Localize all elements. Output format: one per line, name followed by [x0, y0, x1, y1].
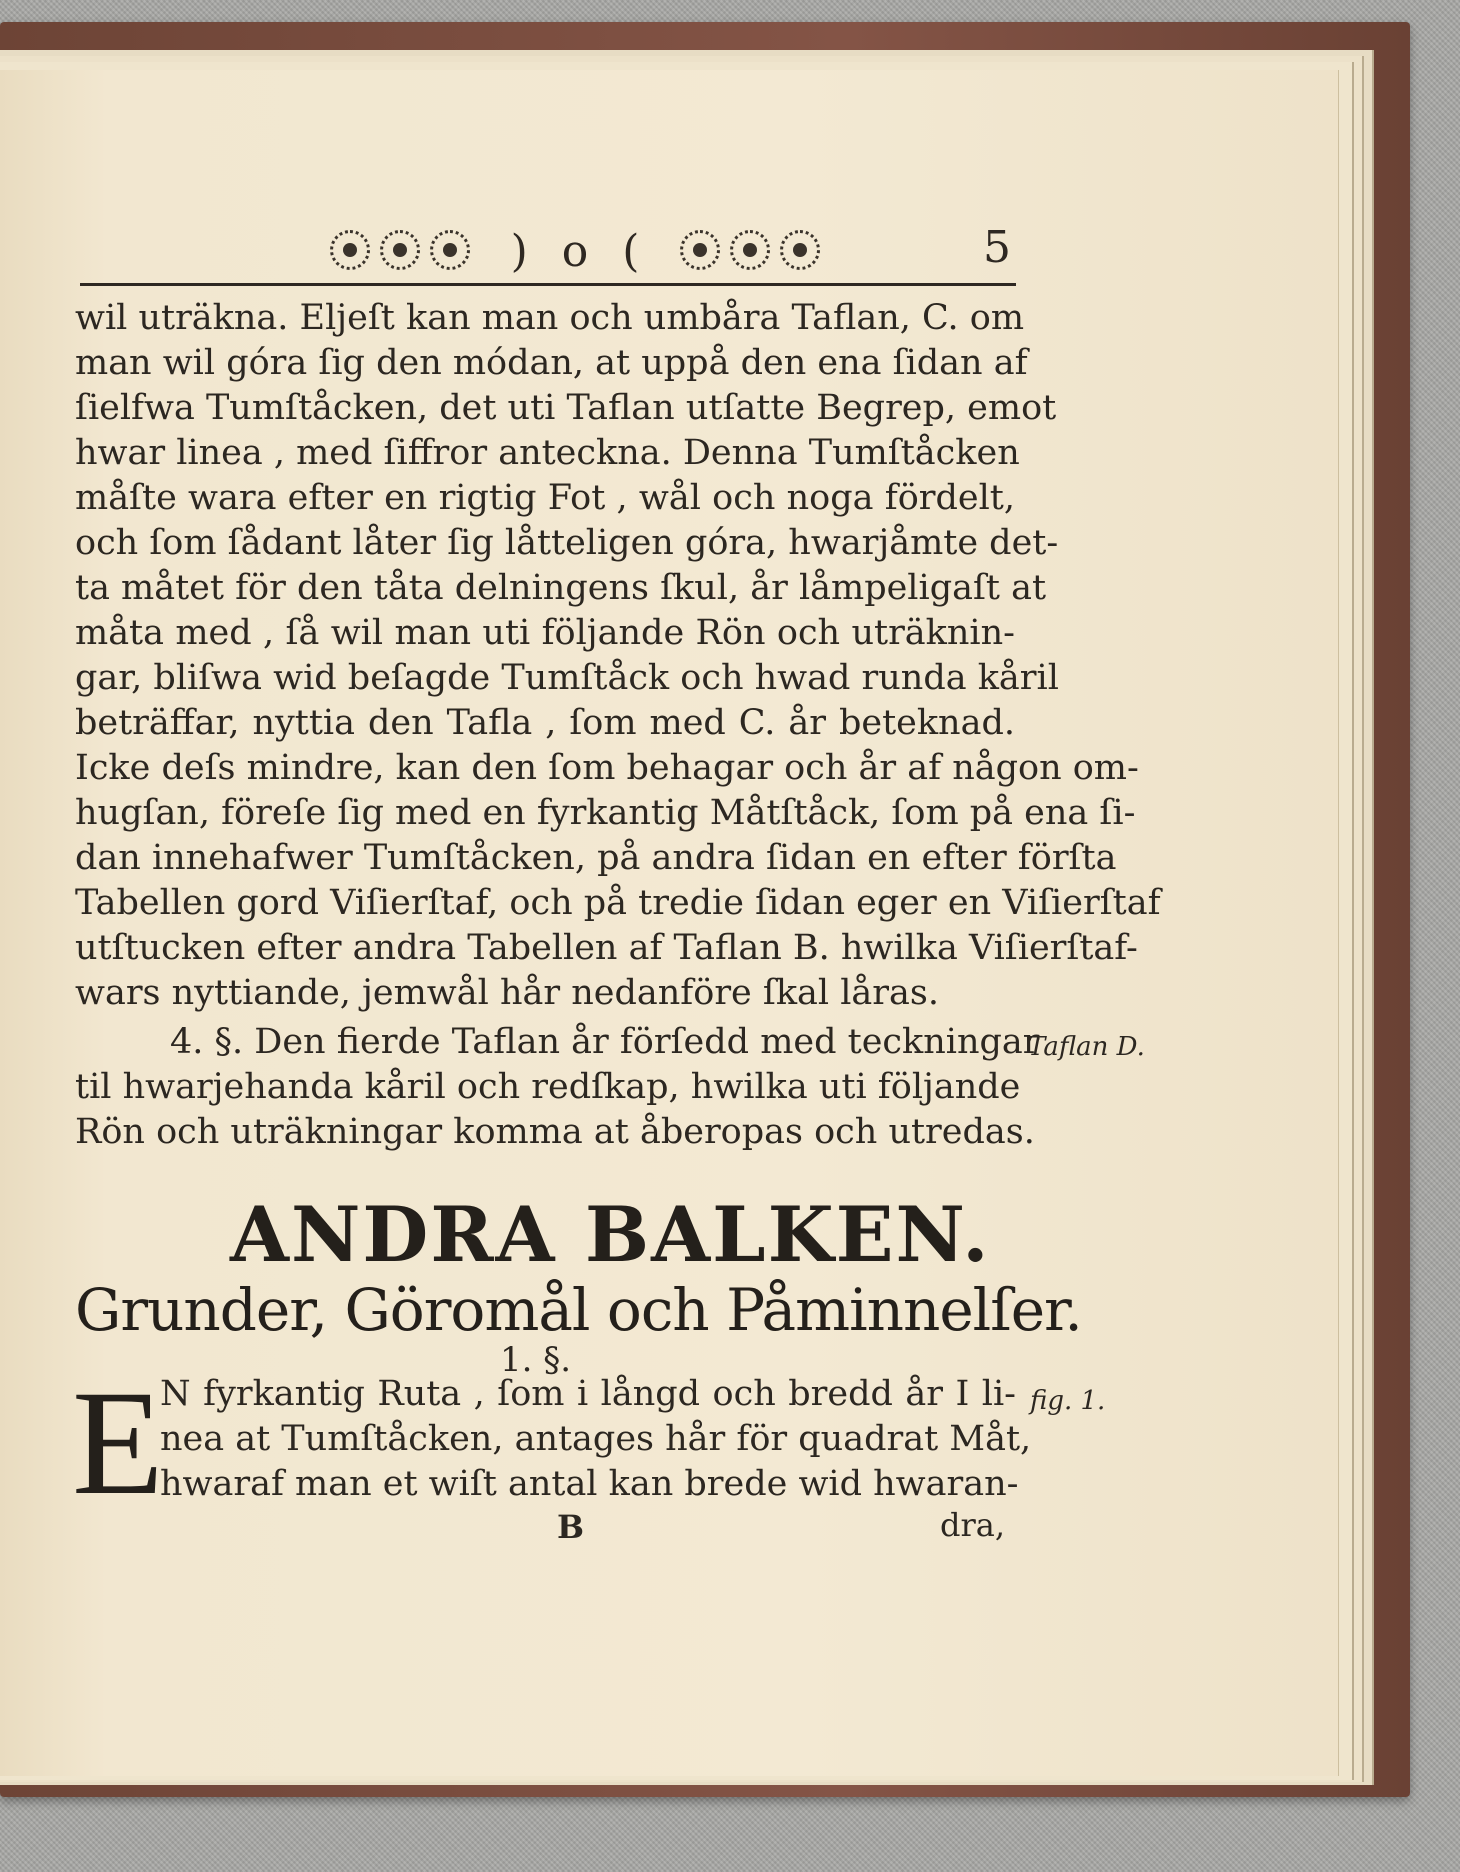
- text-line: nea at Tumſtåcken, antages hår för quadrat Måt,: [160, 1419, 1032, 1459]
- margin-note-taflan-d: Taflan D.: [1028, 1032, 1145, 1062]
- text-line: dan innehafwer Tumſtåcken, på andra ſidan en efter förſta: [75, 838, 1117, 878]
- chapter-heading: ANDRA BALKEN.: [230, 1190, 991, 1279]
- section-1-text: [160, 1372, 1032, 1507]
- section-4-line: 4. §. Den fierde Taflan år förſedd med teckningar: [170, 1022, 1040, 1062]
- text-line: hugſan, föreſe ſig med en fyrkantig Måtſtåck, ſom på ena ſi-: [75, 793, 1136, 833]
- flower-ornament-icon: [730, 230, 770, 270]
- text-line: beträffar, nyttia den Tafla , ſom med C. år beteknad.: [75, 703, 1015, 743]
- section-4-line: Rön och uträkningar komma at åberopas och utredas.: [75, 1112, 1035, 1152]
- text-line: Icke deſs mindre, kan den ſom behagar och år af någon om-: [75, 748, 1139, 788]
- text-line: måſte wara efter en rigtig Fot , wål och noga fördelt,: [75, 478, 1015, 518]
- flower-ornament-icon: [430, 230, 470, 270]
- flower-ornament-icon: [780, 230, 820, 270]
- margin-note-fig: fig. 1.: [1030, 1386, 1106, 1416]
- catchword: dra,: [940, 1506, 1006, 1544]
- page-number: 5: [983, 222, 1011, 273]
- text-line: Tabellen gord Viſierſtaf, och på tredie ſidan eger en Viſierſtaf: [75, 883, 1161, 923]
- text-line: N fyrkantig Ruta , ſom i långd och bredd år I li-: [160, 1374, 1016, 1414]
- text-line: wars nyttiande, jemwål hår nedanföre ſkal låras.: [75, 973, 939, 1013]
- text-line: måta med , ſå wil man uti följande Rön och uträknin-: [75, 613, 1015, 653]
- text-line: gar, bliſwa wid beſagde Tumſtåck och hwad runda kåril: [75, 658, 1059, 698]
- flower-ornament-icon: [380, 230, 420, 270]
- flower-ornament-icon: [680, 230, 720, 270]
- section-4-line: til hwarjehanda kåril och redſkap, hwilka uti följande: [75, 1067, 1021, 1107]
- flower-ornament-icon: [330, 230, 370, 270]
- text-line: ta måtet för den tåta delningens ſkul, år låmpeligaſt at: [75, 568, 1047, 608]
- running-head: ) o (: [510, 226, 650, 277]
- text-line: ſielfwa Tumſtåcken, det uti Taflan utſatte Begrep, emot: [75, 388, 1057, 428]
- section-number: 1. §.: [500, 1340, 572, 1380]
- drop-cap: E: [72, 1360, 164, 1526]
- text-line: och ſom ſådant låter ſig låtteligen góra, hwarjåmte det-: [75, 523, 1059, 563]
- text-line: hwar linea , med ſiffror anteckna. Denna Tumſtåcken: [75, 433, 1020, 473]
- text-line: man wil góra ſig den módan, at uppå den ena ſidan af: [75, 343, 1028, 383]
- header-rule: [80, 283, 1016, 286]
- text-line: utſtucken efter andra Tabellen af Taflan B. hwilka Viſierſtaf-: [75, 928, 1138, 968]
- chapter-subtitle: Grunder, Göromål och Påminnelſer.: [75, 1276, 1082, 1344]
- text-line: hwaraf man et wiſt antal kan brede wid hwaran-: [160, 1464, 1019, 1504]
- signature-mark: B: [557, 1508, 585, 1546]
- text-line: wil uträkna. Eljeſt kan man och umbåra Taflan, C. om: [75, 298, 1025, 338]
- running-header: [330, 226, 1020, 282]
